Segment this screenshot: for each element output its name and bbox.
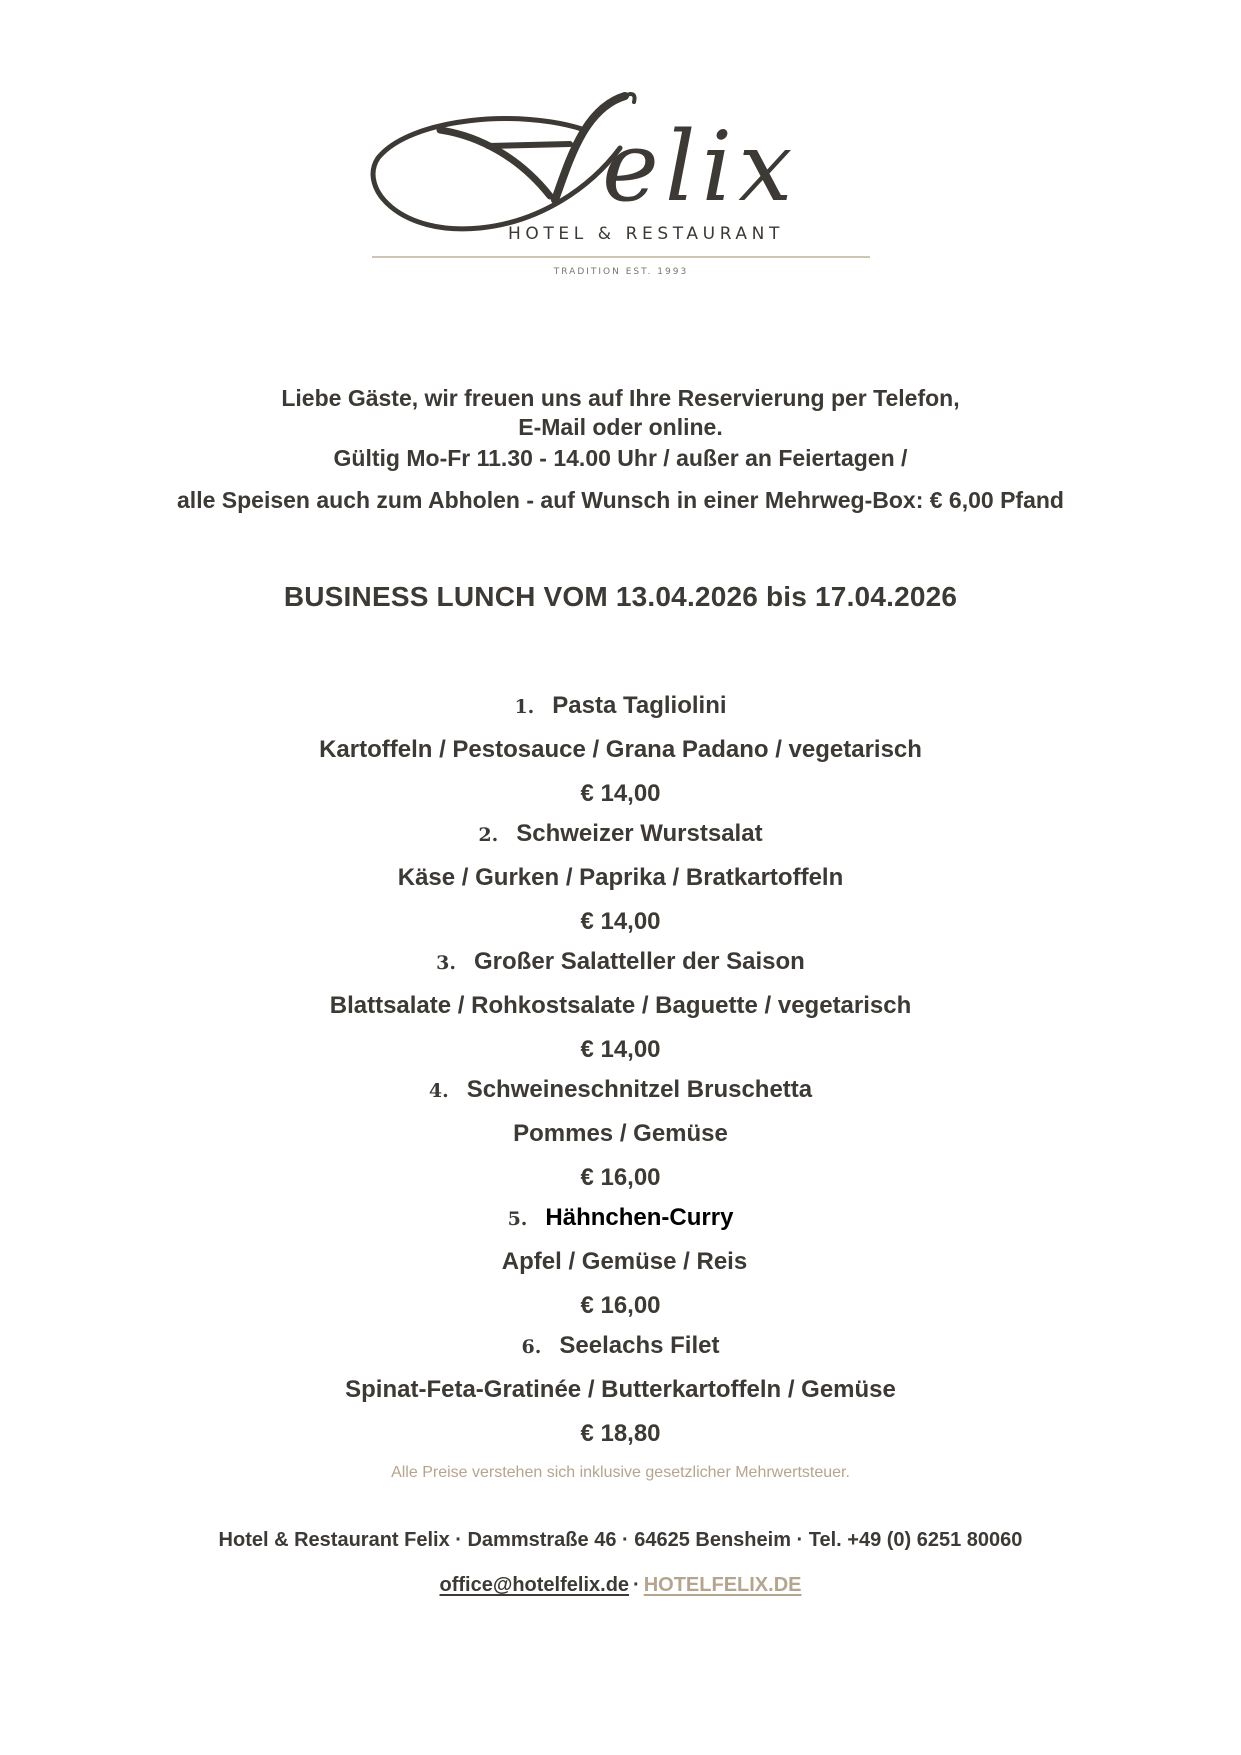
menu-item-number: 4. [428, 1080, 449, 1102]
menu-item-number: 2. [478, 824, 499, 846]
menu-item-title: Schweizer Wurstsalat [516, 820, 763, 847]
intro-line-3: Gültig Mo-Fr 11.30 - 14.00 Uhr / außer an Feiertagen / [333, 445, 908, 471]
menu-item-title: Seelachs Filet [559, 1332, 720, 1359]
website-link[interactable]: HOTELFELIX.DE [643, 1574, 802, 1596]
menu-item-description: Spinat-Feta-Gratinée / Butterkartoffeln / Gemüse [345, 1376, 896, 1403]
menu-item-number: 5. [507, 1208, 528, 1230]
menu-item-3 [0, 940, 1241, 1072]
menu-item-number: 3. [436, 952, 457, 974]
intro-line-2: E-Mail oder online. [518, 414, 723, 440]
menu-item-2 [0, 812, 1241, 944]
menu-item-description: Kartoffeln / Pestosauce / Grana Padano / vegetarisch [319, 736, 922, 763]
intro-line-4: alle Speisen auch zum Abholen - auf Wunsch in einer Mehrweg-Box: € 6,00 Pfand [177, 487, 1064, 513]
felix-script-wordmark-icon [370, 88, 872, 238]
hotel-logo [370, 88, 872, 288]
email-link[interactable]: office@hotelfelix.de [439, 1574, 630, 1596]
menu-item-description: Pommes / Gemüse [513, 1120, 728, 1147]
menu-item-price: € 14,00 [580, 908, 661, 935]
separator: · [633, 1574, 640, 1596]
svg-text:elix: elix [602, 111, 799, 223]
menu-item-4 [0, 1068, 1241, 1200]
menu-item-title: Schweineschnitzel Bruschetta [466, 1076, 813, 1103]
page-title: BUSINESS LUNCH VOM 13.04.2026 bis 17.04.2026 [283, 581, 958, 612]
logo-tagline: TRADITION EST. 1993 [553, 267, 689, 277]
menu-item-description: Apfel / Gemüse / Reis [501, 1248, 748, 1275]
logo-subtitle: HOTEL & RESTAURANT [508, 224, 784, 244]
menu-item-title: Hähnchen-Curry [545, 1204, 734, 1231]
logo-divider [372, 256, 870, 258]
menu-item-description: Käse / Gurken / Paprika / Bratkartoffeln [397, 864, 844, 891]
menu-item-price: € 18,80 [580, 1420, 661, 1447]
menu-item-title: Großer Salatteller der Saison [474, 948, 805, 975]
menu-item-price: € 16,00 [580, 1164, 661, 1191]
menu-item-title: Pasta Tagliolini [552, 692, 727, 719]
menu-item-1 [0, 684, 1241, 816]
menu-item-6 [0, 1324, 1241, 1456]
intro-line-1: Liebe Gäste, wir freuen uns auf Ihre Reservierung per Telefon, [281, 385, 960, 411]
menu-item-price: € 14,00 [580, 780, 661, 807]
menu-item-price: € 14,00 [580, 1036, 661, 1063]
menu-item-number: 1. [514, 696, 535, 718]
menu-item-description: Blattsalate / Rohkostsalate / Baguette / vegetarisch [329, 992, 912, 1019]
menu-item-price: € 16,00 [580, 1292, 661, 1319]
menu-item-5 [0, 1196, 1241, 1328]
footer-address: Hotel & Restaurant Felix · Dammstraße 46 · 64625 Bensheim · Tel. +49 (0) 6251 80060 [218, 1529, 1023, 1551]
menu-item-number: 6. [521, 1336, 542, 1358]
footer-contact [0, 1572, 1241, 1598]
vat-note: Alle Preise verstehen sich inklusive gesetzlicher Mehrwertsteuer. [391, 1464, 850, 1481]
